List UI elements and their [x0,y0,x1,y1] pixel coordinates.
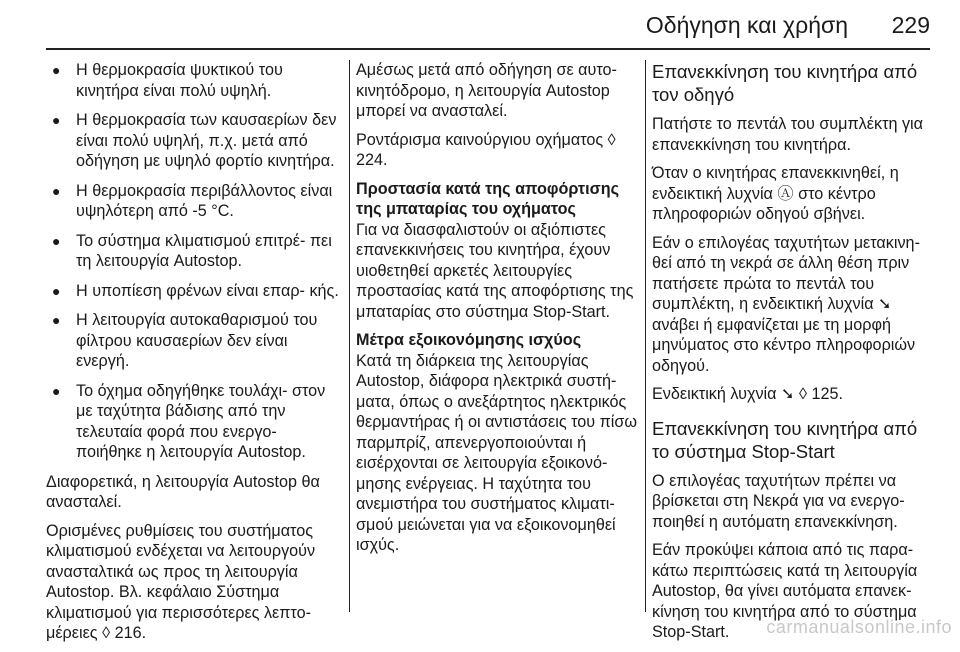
bullet-icon: ● [52,112,61,128]
column-1 [46,60,342,652]
list-item: ● Η υποπίεση φρένων είναι επαρ‐ κής. [52,281,339,300]
paragraph: Κατά τη διάρκεια της λειτουργίας Autostop, διάφορα ηλεκτρικά συστή‐ ματα, όπως ο ανεξάρτητος ηλεκτρικός θερμαντήρας ή οι αντιστάσεις του πίσω παρμπρίζ, απενεργοποιούνται ή εισέρχονται σε λειτουργία εξοικονό‐ μησης ενέργειας. Η ταχύτητα του ανεμιστήρα του συστήματος κλιματι‐ σμού μειώνεται για να εξοικονομηθεί ισχύς. [356,351,638,554]
list-item: ● Η θερμοκρασία ψυκτικού του κινητήρα είναι πολύ υψηλή. [52,61,283,100]
page-number: 229 [891,12,930,38]
paragraph: Αμέσως μετά από οδήγηση σε αυτο‐ κινητόδρομο, η λειτουργία Autostop μπορεί να ανασταλεί. [356,61,617,120]
watermark: carmanualsonline.info [766,617,952,637]
column-divider [645,60,646,612]
subheading: Προστασία κατά της αποφόρτισης της μπαταρίας του οχήματος [356,179,620,218]
section-heading: Επανεκκίνηση του κινητήρα από το σύστημα Stop-Start [652,417,918,462]
header-rule [46,48,930,50]
bullet-icon: ● [52,282,61,299]
column-3 [652,60,930,651]
bullet-icon: ● [52,312,61,328]
paragraph: Διαφορετικά, η λειτουργία Autostop θα ανασταλεί. [46,472,320,511]
paragraph: Εάν ο επιλογέας ταχυτήτων μετακινη‐ θεί από τη νεκρά σε άλλη θέση πριν πατήσετε πρώτα το πεντάλ του συμπλέκτη, η ενδεικτική λυχνία ➘ ανάβει ή εμφανίζεται με τη μορφή μηνύματος στο κέντρο πληροφοριών οδηγού. [652,233,920,375]
bullet-icon: ● [52,232,61,249]
list-item: ● Η θερμοκρασία των καυσαερίων δεν είναι πολύ υψηλή, π.χ. μετά από οδήγηση με υψηλό φορτίο κινητήρα. [52,111,337,170]
subheading: Μέτρα εξοικονόμησης ισχύος [356,331,582,349]
paragraph: Για να διασφαλιστούν οι αξιόπιστες επανεκκινήσεις του κινητήρα, έχουν υιοθετηθεί αρκετές λειτουργίες προστασίας κατά της αποφόρτισης της μπαταρίας στο σύστημα Stop-Start. [356,220,634,321]
paragraph: Ροντάρισμα καινούργιου οχήματος ◊ 224. [356,130,616,169]
paragraph: Πατήστε το πεντάλ του συμπλέκτη για επανεκκίνηση του κινητήρα. [652,115,924,154]
column-2 [356,60,638,564]
page-header [0,0,960,48]
section-heading: Επανεκκίνηση του κινητήρα από τον οδηγό [652,61,918,105]
header-title: Οδήγηση και χρήση [645,12,848,38]
paragraph: Εάν προκύψει κάποια από τις παρα‐ κάτω περιπτώσεις κατά τη λειτουργία Autostop, θα γίνει αυτόματα επανεκ‐ κίνηση του κινητήρα από το σύστημα Stop-Start. [652,541,918,641]
paragraph: Ενδεικτική λυχνία ➘ ◊ 125. [652,385,844,403]
list-item: ● Η θερμοκρασία περιβάλλοντος είναι υψηλότερη από -5 °C. [52,181,333,220]
bullet-icon: ● [52,382,61,399]
bullet-icon: ● [52,182,61,199]
column-divider [349,60,350,612]
list-item: ● Το όχημα οδηγήθηκε τουλάχι‐ στον με ταχύτητα βάδισης από την τελευταία φορά που ενεργο‐ ποιήθηκε η λειτουργία Autostop. [52,381,326,461]
bullet-icon: ● [52,62,61,78]
list-item: ● Η λειτουργία αυτοκαθαρισμού του φίλτρου καυσαερίων δεν είναι ενεργή. [52,311,318,370]
condition-list [46,60,342,463]
list-item: ● Το σύστημα κλιματισμού επιτρέ‐ πει τη λειτουργία Autostop. [52,231,332,270]
paragraph: Όταν ο κινητήρας επανεκκινηθεί, η ενδεικτική λυχνία Ⓐ στο κέντρο πληροφοριών οδηγού σβήνει. [652,164,899,223]
paragraph: Ορισμένες ρυθμίσεις του συστήματος κλιματισμού ενδέχεται να λειτουργούν ανασταλτικά ως προς τη λειτουργία Autostop. Βλ. κεφάλαιο Σύστημα κλιματισμού για περισσότερες λεπτο‐ μέρειες ◊ 216. [46,521,316,642]
paragraph: Ο επιλογέας ταχυτήτων πρέπει να βρίσκεται στη Νεκρά για να ενεργο‐ ποιηθεί η αυτόματη επανεκκίνηση. [652,471,905,531]
